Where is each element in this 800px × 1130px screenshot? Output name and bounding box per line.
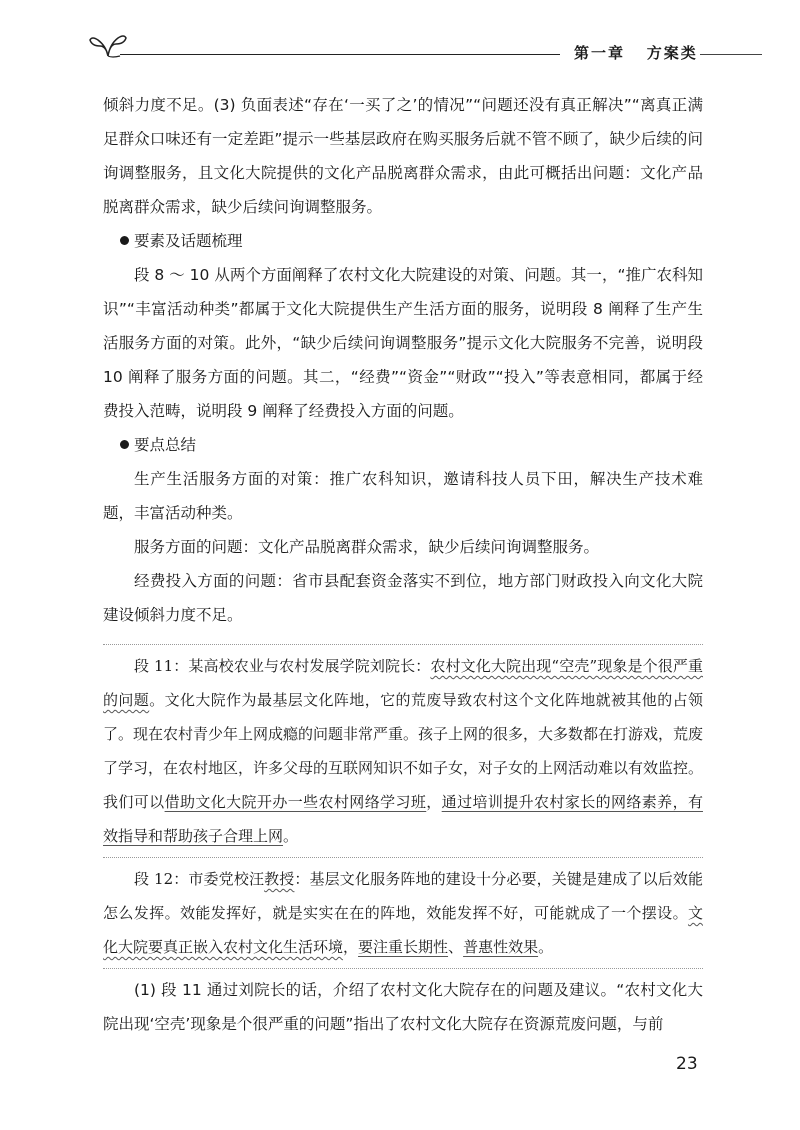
underlined-text: 借助文化大院开办一些农村网络学习班 <box>164 793 427 811</box>
section-divider <box>103 968 703 969</box>
text-run: 段 11：某高校农业与农村发展学院刘院长： <box>134 657 431 675</box>
underlined-text: 教授 <box>264 870 295 888</box>
chapter-label: 第一章 <box>574 44 626 62</box>
leaf-sprout-icon <box>88 26 128 62</box>
bullet-label: 要素及话题梳理 <box>134 232 243 250</box>
text-line: 品脱离群众需求，缺少后续问询调整服务。 <box>103 164 703 216</box>
paragraph: 生产生活服务方面的对策：推广农科知识，邀请科技人员下田，解决生产技术难题，丰富活动种类。 <box>103 470 703 522</box>
paragraph: 段 8 ～ 10 从两个方面阐释了农村文化大院建设的对策、问题。其一，“推广农科知识”“丰富活动种类”都属于文化大院提供生产生活方面的服务，说明段 8 阐释了生产生活服务方面的对策。此外，“缺少后续问询调整服务”提示文化大院服务不完善，说明段 10 阐释了服务方面的问题。其二，“经费”“资金”“财政”“投入”等表意相同，都属于经费投入范畴，说明段 9 阐释了经费投入方面的问题。 <box>103 266 703 420</box>
header-rule-right <box>700 54 762 55</box>
bullet-heading <box>103 428 703 462</box>
page-content <box>103 88 703 1041</box>
bullet-dot-icon <box>120 440 129 449</box>
page-header <box>0 0 800 80</box>
page-number: 23 <box>676 1054 698 1074</box>
bullet-dot-icon <box>120 236 129 245</box>
material-paragraph-11 <box>103 649 703 853</box>
text-run: 。 <box>538 938 554 956</box>
text-run: 段 12：市委党校汪 <box>134 870 265 888</box>
text-run: ， <box>426 793 442 811</box>
section-divider <box>103 857 703 858</box>
material-paragraph-12 <box>103 862 703 964</box>
paragraph: 经费投入方面的问题：省市县配套资金落实不到位，地方部门财政投入向文化大院建设倾斜力度不足。 <box>103 572 703 624</box>
text-run: 、 <box>448 938 464 956</box>
chapter-title <box>574 42 698 63</box>
bullet-label: 要点总结 <box>134 436 197 454</box>
text-line: 正满足群众口味还有一定差距”提示一些基层政府在购买服务后就不管不顾了，缺少后续 <box>103 96 703 148</box>
paragraph <box>103 88 703 224</box>
paragraph: 服务方面的问题：文化产品脱离群众需求，缺少后续问询调整服务。 <box>134 538 600 556</box>
analysis-paragraph: (1) 段 11 通过刘院长的话，介绍了农村文化大院存在的问题及建议。“农村文化大院出现‘空壳’现象是个很严重的问题”指出了农村文化大院存在资源荒废问题，与前 <box>103 981 703 1033</box>
bullet-heading <box>103 224 703 258</box>
section-label: 方案类 <box>646 44 698 62</box>
section-divider <box>103 644 703 645</box>
text-line: 的问询调整服务，且文化大院提供的文化产品脱离群众需求，由此可概括出问题：文化产 <box>103 130 703 182</box>
underlined-text: 文化大院要真正嵌入农村文化生活环境 <box>103 904 703 956</box>
underlined-text: 通过培训提升农村家长的网络素养，有效指导和帮助孩子合理上网 <box>103 793 703 845</box>
header-rule <box>120 54 560 55</box>
text-line: 倾斜力度不足。(3) 负面表述“存在‘一买了之’的情况”“问题还没有真正解决”“离真 <box>103 96 672 114</box>
material-section <box>103 649 703 969</box>
text-run: ， <box>343 938 359 956</box>
underlined-text: 普惠性效果 <box>463 938 539 956</box>
text-run: 。文化大院作为最基层文化阵地，它的荒废导致农村这个文化阵地就被其他的占领了。现在农村青少年上网成瘾的问题非常严重。孩子上网的很多，大多数都在打游戏，荒废了学习，在农村地区，许多父母的互联网知识不如子女，对子女的上网活动难以有效监控。我们可以 <box>103 691 704 811</box>
underlined-text: 要注重长期性 <box>358 938 449 956</box>
text-run: ：基层文化服务阵地的建设十分必要，关键是建成了以后效能怎么发挥。效能发挥好，就是实实在在的阵地，效能发挥不好，可能就成了一个摆设。 <box>103 870 703 922</box>
text-run: 。 <box>283 827 299 845</box>
underlined-text: 农村文化大院出现“空壳”现象是个很严重的问题 <box>103 657 704 709</box>
